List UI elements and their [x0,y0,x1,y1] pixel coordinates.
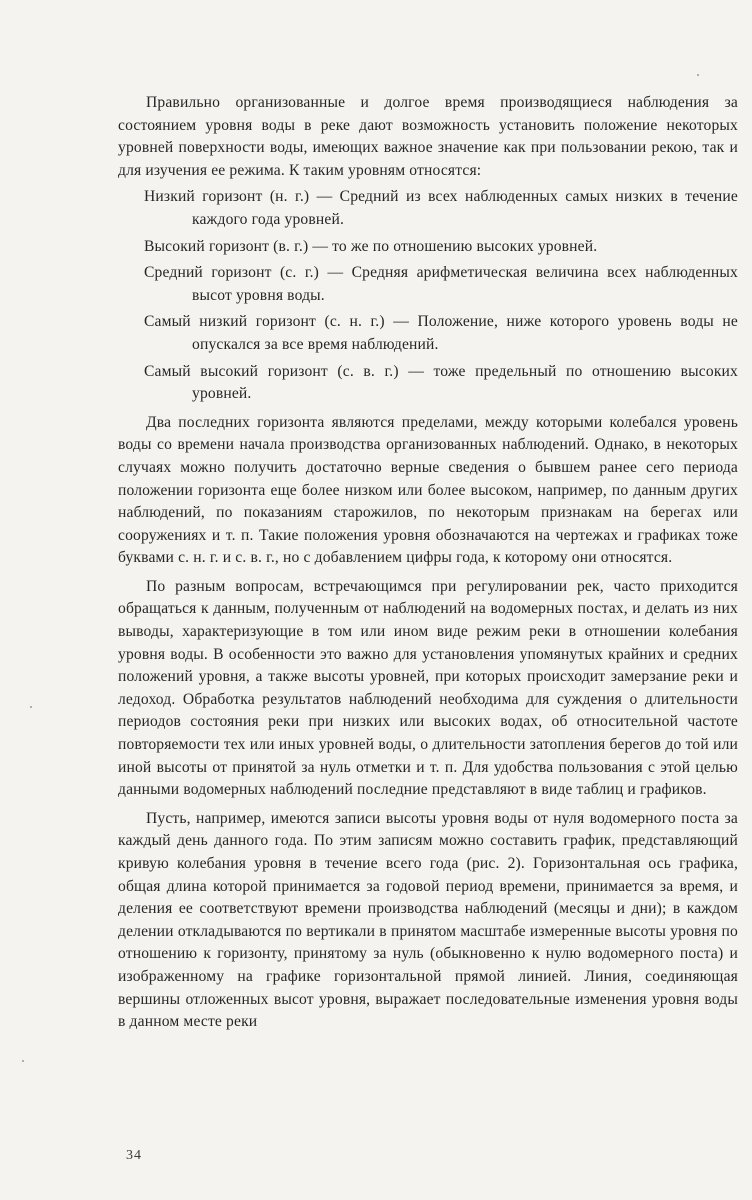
definition-lowest-horizon: Самый низкий горизонт (с. н. г.) — Положение, ниже которого уровень воды не опускался за все время наблюдений. [144,313,738,353]
body-text [118,92,738,1034]
paragraph-regulation: По разным вопросам, встречающимся при регулировании рек, часто приходится обращаться к данным, полученным от наблюдений на водомерных постах, и делать из них выводы, характеризующие в том или ином виде режим реки в отношении колебания уровня воды. В особенности это важно для установления упомянутых крайних и средних положений уровня, а также высоты уровней, при которых происходит замерзание реки и ледоход. Обработка результатов наблюдений необходима для суждения о длительности периодов состояния реки при низких или высоких водах, об относительной частоте повторяемости тех или иных уровней воды, о длительности затопления берегов до той или иной высоты от принятой за нуль отметки и т. п. Для удобства пользования с этой целью данными водомерных наблюдений последние представляют в виде таблиц и графиков. [118,577,738,799]
definition-mean-horizon: Средний горизонт (с. г.) — Средняя арифметическая величина всех наблюденных высот уровня воды. [144,264,738,304]
definition-highest-horizon: Самый высокий горизонт (с. в. г.) — тоже предельный по отношению высоких уровней. [144,362,738,403]
definition-high-horizon: Высокий горизонт (в. г.) — то же по отношению высоких уровней. [144,237,598,255]
scan-speck [22,1060,24,1062]
page-number: 34 [126,1148,142,1163]
paragraph-limits: Два последних горизонта являются пределами, между которыми колебался уровень воды со времени начала производства организованных наблюдений. Однако, в некоторых случаях можно получить достаточно верные сведения о бывшем ранее сего периода положении горизонта еще более низком или более высоком, например, по данным других наблюдений, по показаниям старожилов, по некоторым признакам на берегах или сооружениях и т. п. Такие положения уровня обозначаются на чертежах и графиках тоже буквами с. н. г. и с. в. г., но с добавлением цифры года, к которому они относятся. [118,413,738,567]
horizon-definitions-list [118,186,738,405]
scan-speck [30,706,32,708]
scan-speck [697,74,699,76]
definition-low-horizon: Низкий горизонт (н. г.) — Средний из всех наблюденных самых низких в течение каждого года уровней. [144,188,738,228]
paragraph-intro: Правильно организованные и долгое время производящиеся наблюдения за состоянием уровня воды в реке дают возможность установить положение некоторых уровней поверхности воды, имеющих важное значение как при пользовании рекою, так и для изучения ее режима. К таким уровням относятся: [118,94,738,179]
paragraph-graph: Пусть, например, имеются записи высоты уровня воды от нуля водомерного поста за каждый день данного года. По этим записям можно составить график, представляющий кривую колебания уровня в течение всего года (рис. 2). Горизонтальная ось графика, общая длина которой принимается за годовой период времени, принимается за время, и деления ее соответствуют времени производства наблюдений (месяцы и дни); в каждом делении откладываются по вертикали в принятом масштабе измеренные высоты уровня по отношению к горизонту, принятому за нуль (обыкновенно к нулю водомерного поста) и изображенному на графике горизонтальной прямой линией. Линия, соединяющая вершины отложенных высот уровня, выражает последовательные изменения уровня воды в данном месте реки [118,809,738,1031]
